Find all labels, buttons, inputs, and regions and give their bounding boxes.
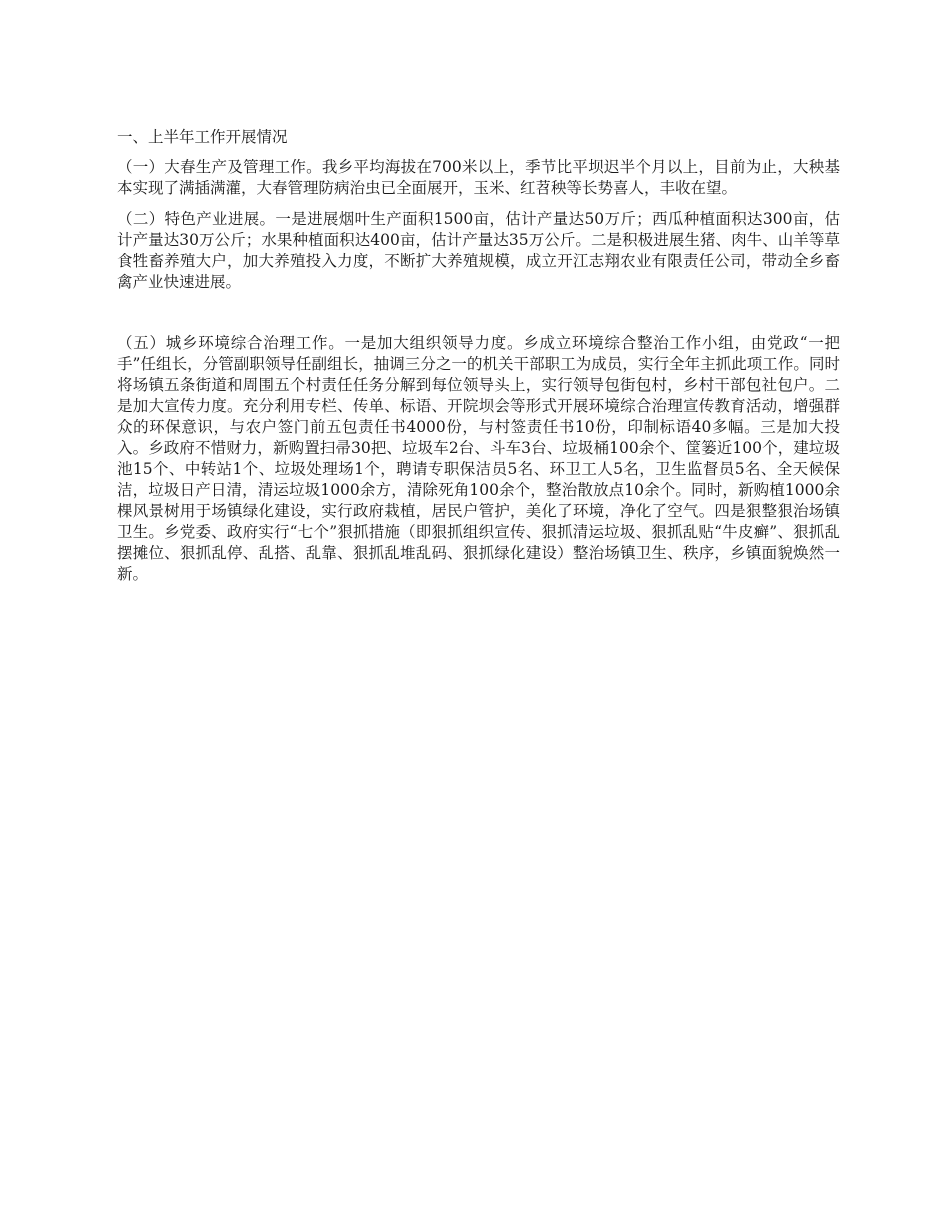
section-heading: 一、上半年工作开展情况 xyxy=(117,128,288,146)
paragraph-specialty-industry: （二）特色产业进展。一是进展烟叶生产面积1500亩，估计产量达50万斤；西瓜种植面积达300亩，估计产量达30万公斤；水果种植面积达400亩，估计产量达35万公斤。二是积极进展生猪、肉牛、山羊等草食牲畜养殖大户，加大养殖投入力度，不断扩大养殖规模，成立开江志翔农业有限责任公司，带动全乡畜禽产业快速进展。 xyxy=(117,210,840,291)
paragraph-environment-governance: （五）城乡环境综合治理工作。一是加大组织领导力度。乡成立环境综合整治工作小组，由党政“一把手”任组长，分管副职领导任副组长，抽调三分之一的机关干部职工为成员，实行全年主抓此项工作。同时将场镇五条街道和周围五个村责任任务分解到每位领导头上，实行领导包街包村，乡村干部包社包户。二是加大宣传力度。充分利用专栏、传单、标语、开院坝会等形式开展环境综合治理宣传教育活动，增强群众的环保意识，与农户签门前五包责任书4000份，与村签责任书10份，印制标语40多幅。三是加大投入。乡政府不惜财力，新购置扫帚30把、垃圾车2台、斗车3台、垃圾桶100余个、筐篓近100个，建垃圾池15个、中转站1个、垃圾处理场1个，聘请专职保洁员5名、环卫工人5名，卫生监督员5名、全天候保洁，垃圾日产日清，清运垃圾1000余方，清除死角100余个，整治散放点10余个。同时，新购植1000余棵风景树用于场镇绿化建设，实行政府栽植，居民户管护，美化了环境，净化了空气。四是狠整狠治场镇卫生。乡党委、政府实行“七个”狠抓措施（即狠抓组织宣传、狠抓清运垃圾、狠抓乱贴“牛皮癣”、狠抓乱摆摊位、狠抓乱停、乱搭、乱靠、狠抓乱堆乱码、狠抓绿化建设）整治场镇卫生、秩序，乡镇面貌焕然一新。 xyxy=(117,334,840,583)
paragraph-gap xyxy=(117,303,840,333)
document-page xyxy=(117,127,840,595)
paragraph-spring-production: （一）大春生产及管理工作。我乡平均海拔在700米以上，季节比平坝迟半个月以上，目前为止，大秧基本实现了满插满灌，大春管理防病治虫已全面展开，玉米、红苕秧等长势喜人，丰收在望。 xyxy=(117,158,840,197)
